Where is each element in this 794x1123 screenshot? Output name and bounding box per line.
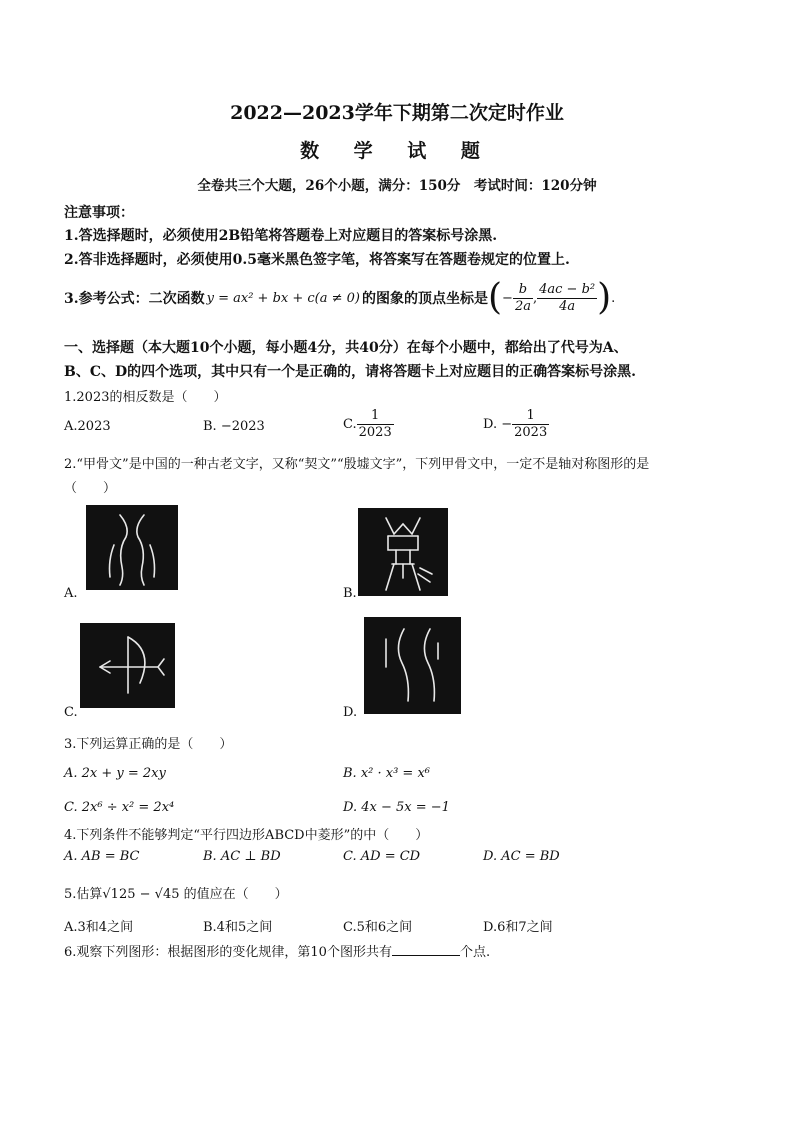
q1-option-d-numerator: 1: [512, 408, 549, 425]
q6-answer-blank[interactable]: [392, 943, 460, 956]
q6-stem-suffix: 个点.: [459, 945, 491, 960]
q5-option-a: A.3和4之间: [64, 920, 134, 935]
q5-stem: 5.估算√125 − √45 的值应在（ ）: [64, 887, 288, 902]
vertex-y-denominator: 4a: [559, 298, 576, 314]
q1-option-c-fraction: [357, 408, 394, 441]
q1-option-a: A.2023: [64, 419, 111, 434]
q5-option-b: B.4和5之间: [203, 920, 273, 935]
q1-option-c-label: C.: [343, 417, 357, 432]
oracle-glyph-d-image: [364, 617, 461, 714]
q4-option-d: D. AC = BD: [483, 849, 560, 864]
notes-item-3-mid: 的图象的顶点坐标是: [362, 291, 488, 307]
q1-option-c-denominator: 2023: [358, 425, 392, 440]
q2-paren: （ ）: [64, 481, 117, 496]
period: .: [611, 290, 616, 306]
vertex-y-numerator: 4ac − b²: [539, 281, 596, 297]
oracle-glyph-b-image: [358, 508, 448, 596]
q1-option-c-numerator: 1: [357, 408, 394, 425]
oracle-glyph-a-image: [86, 505, 178, 590]
vertex-x-fraction: [513, 282, 533, 315]
q5-option-c: C.5和6之间: [343, 920, 413, 935]
q3-option-d: D. 4x − 5x = −1: [343, 800, 450, 815]
q4-option-b: B. AC ⊥ BD: [203, 849, 281, 864]
oracle-glyph-c-image: [80, 623, 175, 708]
right-paren: ): [597, 277, 612, 318]
notes-item-1: 1.答选择题时，必须使用2B铅笔将答题卷上对应题目的答案标号涂黑.: [64, 228, 498, 244]
exam-info: 全卷共三个大题，26个小题，满分：150分 考试时间：120分钟: [197, 178, 597, 194]
q6-stem: [64, 941, 490, 960]
oracle-glyph-d-drawing: [364, 617, 461, 714]
left-paren: (: [488, 277, 503, 318]
notes-item-3: [64, 278, 615, 318]
q1-option-d-fraction: [512, 408, 549, 441]
notes-heading: 注意事项：: [64, 205, 134, 221]
exam-title: 2022—2023学年下期第二次定时作业: [230, 102, 564, 124]
quadratic-formula: y = ax² + bx + c(a ≠ 0): [206, 290, 360, 306]
notes-item-3-prefix: 3.参考公式：二次函数: [64, 291, 205, 307]
vertex-y-fraction: [537, 282, 597, 315]
q6-stem-prefix: 6.观察下列图形：根据图形的变化规律，第10个图形共有: [64, 945, 392, 960]
q4-option-a: A. AB = BC: [64, 849, 140, 864]
section1-line2: B、C、D的四个选项，其中只有一个是正确的，请将答题卡上对应题目的正确答案标号涂黑.: [64, 364, 636, 380]
vertex-x-numerator: b: [513, 282, 533, 299]
minus-sign: −: [502, 290, 513, 306]
oracle-glyph-a-drawing: [86, 505, 178, 590]
q1-stem: 1.2023的相反数是（ ）: [64, 390, 227, 405]
q4-stem: 4.下列条件不能够判定“平行四边形ABCD中菱形”的中（ ）: [64, 828, 429, 843]
q1-option-d-label: D. −: [483, 417, 513, 432]
comma: ,: [532, 290, 538, 306]
q1-option-c: [343, 408, 394, 441]
q3-option-b: B. x² · x³ = x⁶: [343, 766, 431, 781]
oracle-glyph-b-drawing: [358, 508, 448, 596]
section1-line1: 一、选择题（本大题10个小题，每小题4分，共40分）在每个小题中，都给出了代号为A、: [64, 340, 628, 356]
q5-option-d: D.6和7之间: [483, 920, 553, 935]
q1-option-b: B. −2023: [203, 419, 265, 434]
q2-option-c-label: C.: [64, 705, 78, 720]
vertex-x-denominator: 2a: [514, 298, 531, 314]
q3-option-c: C. 2x⁶ ÷ x² = 2x⁴: [64, 800, 175, 815]
q2-option-a-label: A.: [64, 586, 78, 601]
q2-option-d-label: D.: [343, 705, 358, 720]
q2-option-b-label: B.: [343, 586, 357, 601]
oracle-glyph-c-drawing: [80, 623, 175, 708]
q1-option-d-denominator: 2023: [514, 425, 548, 440]
q3-option-a: A. 2x + y = 2xy: [64, 766, 166, 781]
q3-stem: 3.下列运算正确的是（ ）: [64, 737, 233, 752]
q2-stem: 2.“甲骨文”是中国的一种古老文字，又称“契文”“殷墟文字”，下列甲骨文中，一定不是轴对称图形的是: [64, 457, 650, 472]
exam-subject: 数 学 试 题: [300, 140, 494, 162]
notes-item-2: 2.答非选择题时，必须使用0.5毫米黑色签字笔，将答案写在答题卷规定的位置上.: [64, 252, 570, 268]
q1-option-d: [483, 408, 549, 441]
q4-option-c: C. AD = CD: [343, 849, 421, 864]
